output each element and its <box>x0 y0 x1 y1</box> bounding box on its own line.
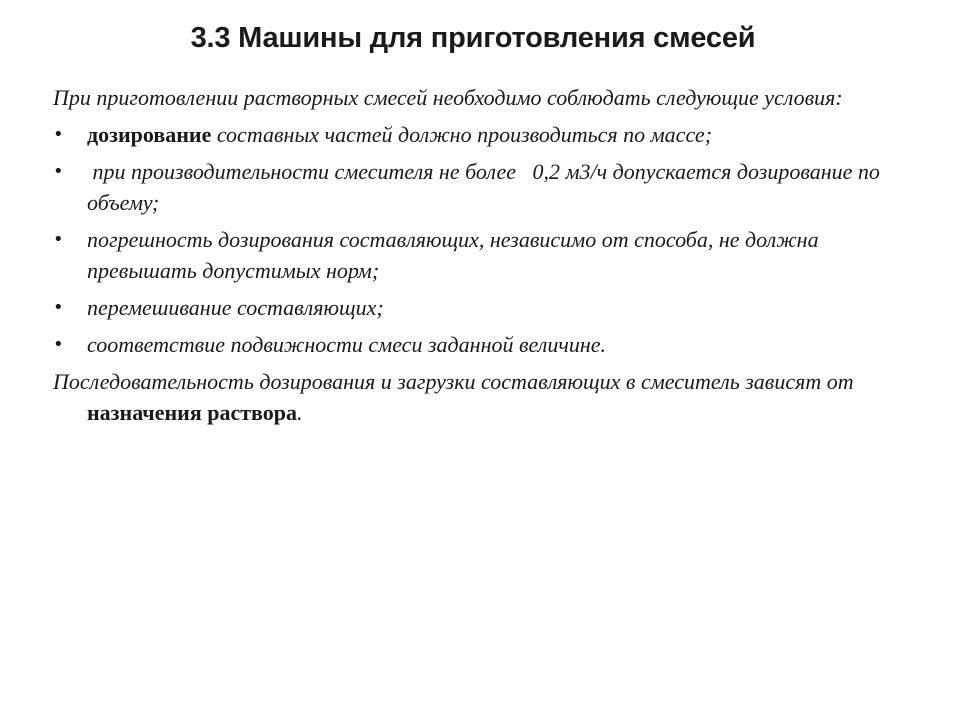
bullet-text: перемешивание составляющих; <box>87 295 384 320</box>
bullet-bold-term: дозирование <box>87 122 212 147</box>
list-item <box>53 292 913 323</box>
list-item <box>53 156 913 218</box>
closing-paragraph <box>53 366 913 428</box>
slide-title: 3.3 Машины для приготовления смесей <box>190 22 756 54</box>
list-item <box>53 224 913 286</box>
bullet-icon: • <box>53 124 64 145</box>
bullet-text: погрешность дозирования составляющих, независимо от способа, не должна превышать допустимых норм; <box>87 227 819 283</box>
bullet-text: соответствие подвижности смеси заданной величине. <box>87 332 607 357</box>
bullet-icon: • <box>53 229 64 250</box>
bullet-text: при производительности смесителя не более 0,2 м3/ч допускается дозирование по объему; <box>87 159 886 215</box>
list-item <box>53 119 913 150</box>
closing-bold-term: назначения раствора <box>87 400 298 425</box>
conditions-list <box>53 119 913 360</box>
list-item <box>53 329 913 360</box>
slide-content <box>53 82 913 432</box>
bullet-icon: • <box>53 334 64 355</box>
closing-text: Последовательность дозирования и загрузки составляющих в смеситель зависят от <box>53 369 854 394</box>
bullet-icon: • <box>53 297 64 318</box>
intro-paragraph: При приготовлении растворных смесей необходимо соблюдать следующие условия: <box>53 85 843 110</box>
bullet-text: составных частей должно производиться по массе; <box>211 122 713 147</box>
bullet-icon: • <box>53 161 64 182</box>
closing-end: . <box>297 400 303 425</box>
